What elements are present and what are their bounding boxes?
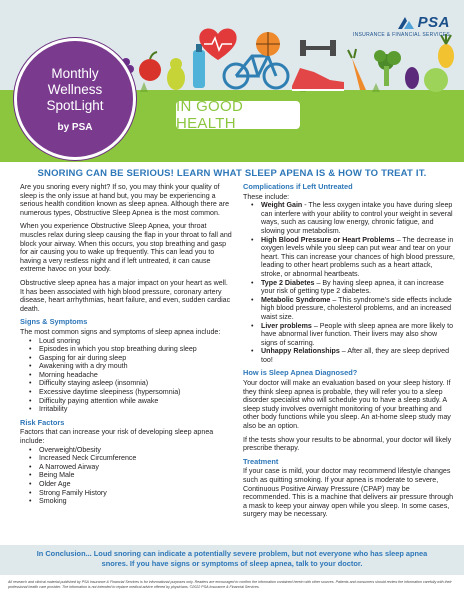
list-item [243,236,455,279]
symptoms-intro: The most common signs and symptoms of sleep apnea include: [20,327,221,336]
complication-text: – People with sleep apnea are more likely to have abnormal liver function. Their livers may also show signs of scarring. [261,321,454,347]
complication-term: Weight Gain [261,201,303,210]
complication-text: - The less oxygen intake you have during sleep can interfere with your ability to control your weight in several ways, such as causing low energy, chronic fatigue, and slowing your metabolism. [261,201,453,235]
broccoli-icon [374,50,401,86]
list-item: • Difficulty staying asleep (insomnia) [20,379,232,388]
list-item: • Being Male [20,471,232,480]
complications-heading: Complications if Left Untreated [243,182,353,191]
list-item [243,279,455,296]
disclaimer-footer: All research and clinical material published by PSA Insurance & Financial Services is for informational purposes only. Readers are encouraged to confirm the information contained herein with other sources. Patients and consumers should review the information carefully with their professional health care provider. The information is not intended to replace medical advice offered by physicians. ©2022 PSA Insurance & Financial Services. [8,580,452,589]
intro-paragraph-3: Obstructive sleep apnea has a major impact on your heart as well. It has been associated with high blood pressure, coronary artery disease, heart arrhythmias, heart failure, and even, sudden cardiac death. [20,278,231,313]
psa-logo-icon [397,16,415,30]
list-item: • Strong Family History [20,489,232,498]
complication-text: – This syndrome’s side effects include high blood pressure, cholesterol problems, and an increased waist size. [261,295,452,321]
badge-by: by PSA [57,121,93,133]
list-item: • Smoking [20,497,232,506]
complication-term: Unhappy Relationships [261,347,340,356]
badge-line-1: Monthly [51,65,99,81]
pear-icon [167,58,185,90]
wellness-badge [14,38,136,160]
intro-paragraph-2: When you experience Obstructive Sleep Apnea, your throat muscles relax during sleep causing the flap in your throat to fall and block your airway. When this occurs, you stop breathing and gasp for air causing you to wake up frequently. This can lead you to having a very restless night and if left untreated, it can cause extreme havoc on your body. [20,222,232,274]
list-item: • Irritability [20,405,232,414]
list-item: • Excessive daytime sleepiness (hypersomnia) [20,388,232,397]
right-column [243,183,455,524]
sneaker-icon [292,68,344,90]
intro-paragraph-1: Are you snoring every night? If so, you may think your quality of sleep is the only issue at hand but, you may be experiencing a serious health condition known as sleep apnea. Although there are numerous types, Obstructive Sleep Apnea is the most common. [20,183,230,217]
page-title: SNORING CAN BE SERIOUS! LEARN WHAT SLEEP APENA IS & HOW TO TREAT IT. [37,168,427,179]
logo-text: PSA [417,14,450,31]
lettuce-icon [424,68,448,92]
list-item [243,347,455,364]
diagnosis-heading: How is Sleep Apnea Diagnosed? [243,368,358,378]
risk-factors-intro: Factors that can increase your risk of developing sleep apnea include: [20,428,214,446]
in-good-health-banner: IN GOOD HEALTH [176,101,300,129]
list-item: • Increased Neck Circumference [20,454,232,463]
badge-line-2: Wellness [47,81,103,97]
complications-list [243,201,455,364]
list-item: • Loud snoring [20,337,232,346]
list-item [243,201,455,235]
complication-term: Liver problems [261,321,312,330]
symptoms-heading: Signs & Symptoms [20,317,88,327]
list-item: • Awakening with a dry mouth [20,362,232,371]
basketball-icon [256,32,280,56]
symptoms-list [20,337,232,414]
conclusion-box: In Conclusion... Loud snoring can indicate a potentially severe problem, but not everyone who has sleep apnea snores. If you have signs or symptoms of sleep apnea, talk to your doctor. [0,545,464,575]
header-banner [0,0,464,162]
complications-intro: These include: [243,192,290,201]
eggplant-icon [405,67,419,89]
badge-line-3: SpotLight [46,97,104,113]
list-item: • Overweight/Obesity [20,446,232,455]
list-item: • Older Age [20,480,232,489]
bicycle-icon [224,56,288,88]
treatment-heading: Treatment [243,456,279,466]
pineapple-icon [438,34,454,68]
logo-tagline: INSURANCE & FINANCIAL SERVICES [352,32,450,38]
treatment-paragraph: If your case is mild, your doctor may recommend lifestyle changes such as quitting smoking. If your apnea is moderate to severe, Continuous Positive Airway Pressure (CPAP) may be recommended. This is a machine that delivers air pressure through a mask to keep your airway open while you sleep. In some cases, surgery may be necessary. [243,467,454,519]
psa-logo [397,14,450,31]
complication-term: High Blood Pressure or Heart Problems [261,235,395,244]
complication-text: – After all, they are sleep deprived too! [261,347,450,364]
list-item: • Episodes in which you stop breathing during sleep [20,345,232,354]
complication-term: Metabolic Syndrome [261,295,331,304]
diagnosis-paragraph-1: Your doctor will make an evaluation based on your sleep history. If they think sleep apnea is probable, they will refer you to a sleep disorder specialist who will schedule you to have a sleep study. A sleep study involves overnight monitoring of your breathing and other body functions while you sleep. An at-home sleep study may also be an option. [243,379,451,431]
risk-factors-list [20,446,232,506]
list-item [243,322,455,348]
left-column [20,183,232,511]
list-item: • Gasping for air during sleep [20,354,232,363]
complication-term: Type 2 Diabetes [261,278,315,287]
diagnosis-paragraph-2: If the tests show your results to be abnormal, your doctor will likely prescribe therapy. [243,435,452,453]
dumbbell-icon [300,40,336,56]
apple-icon [139,52,161,81]
complication-text: – The decrease in oxygen levels while you sleep can put wear and tear on your heart. This can increase your chances of high blood pressure, leading to other heart problems such as a heart attack, stroke, or abnormal heartbeats. [261,235,455,278]
complication-text: – By having sleep apnea, it can increase your risk of getting type 2 diabetes. [261,278,444,296]
risk-factors-heading: Risk Factors [20,417,65,427]
carrot-icon [348,49,366,90]
water-bottle-icon [193,50,205,88]
list-item: • Morning headache [20,371,232,380]
list-item [243,296,455,322]
list-item: • A Narrowed Airway [20,463,232,472]
list-item: • Difficulty paying attention while awake [20,397,232,406]
